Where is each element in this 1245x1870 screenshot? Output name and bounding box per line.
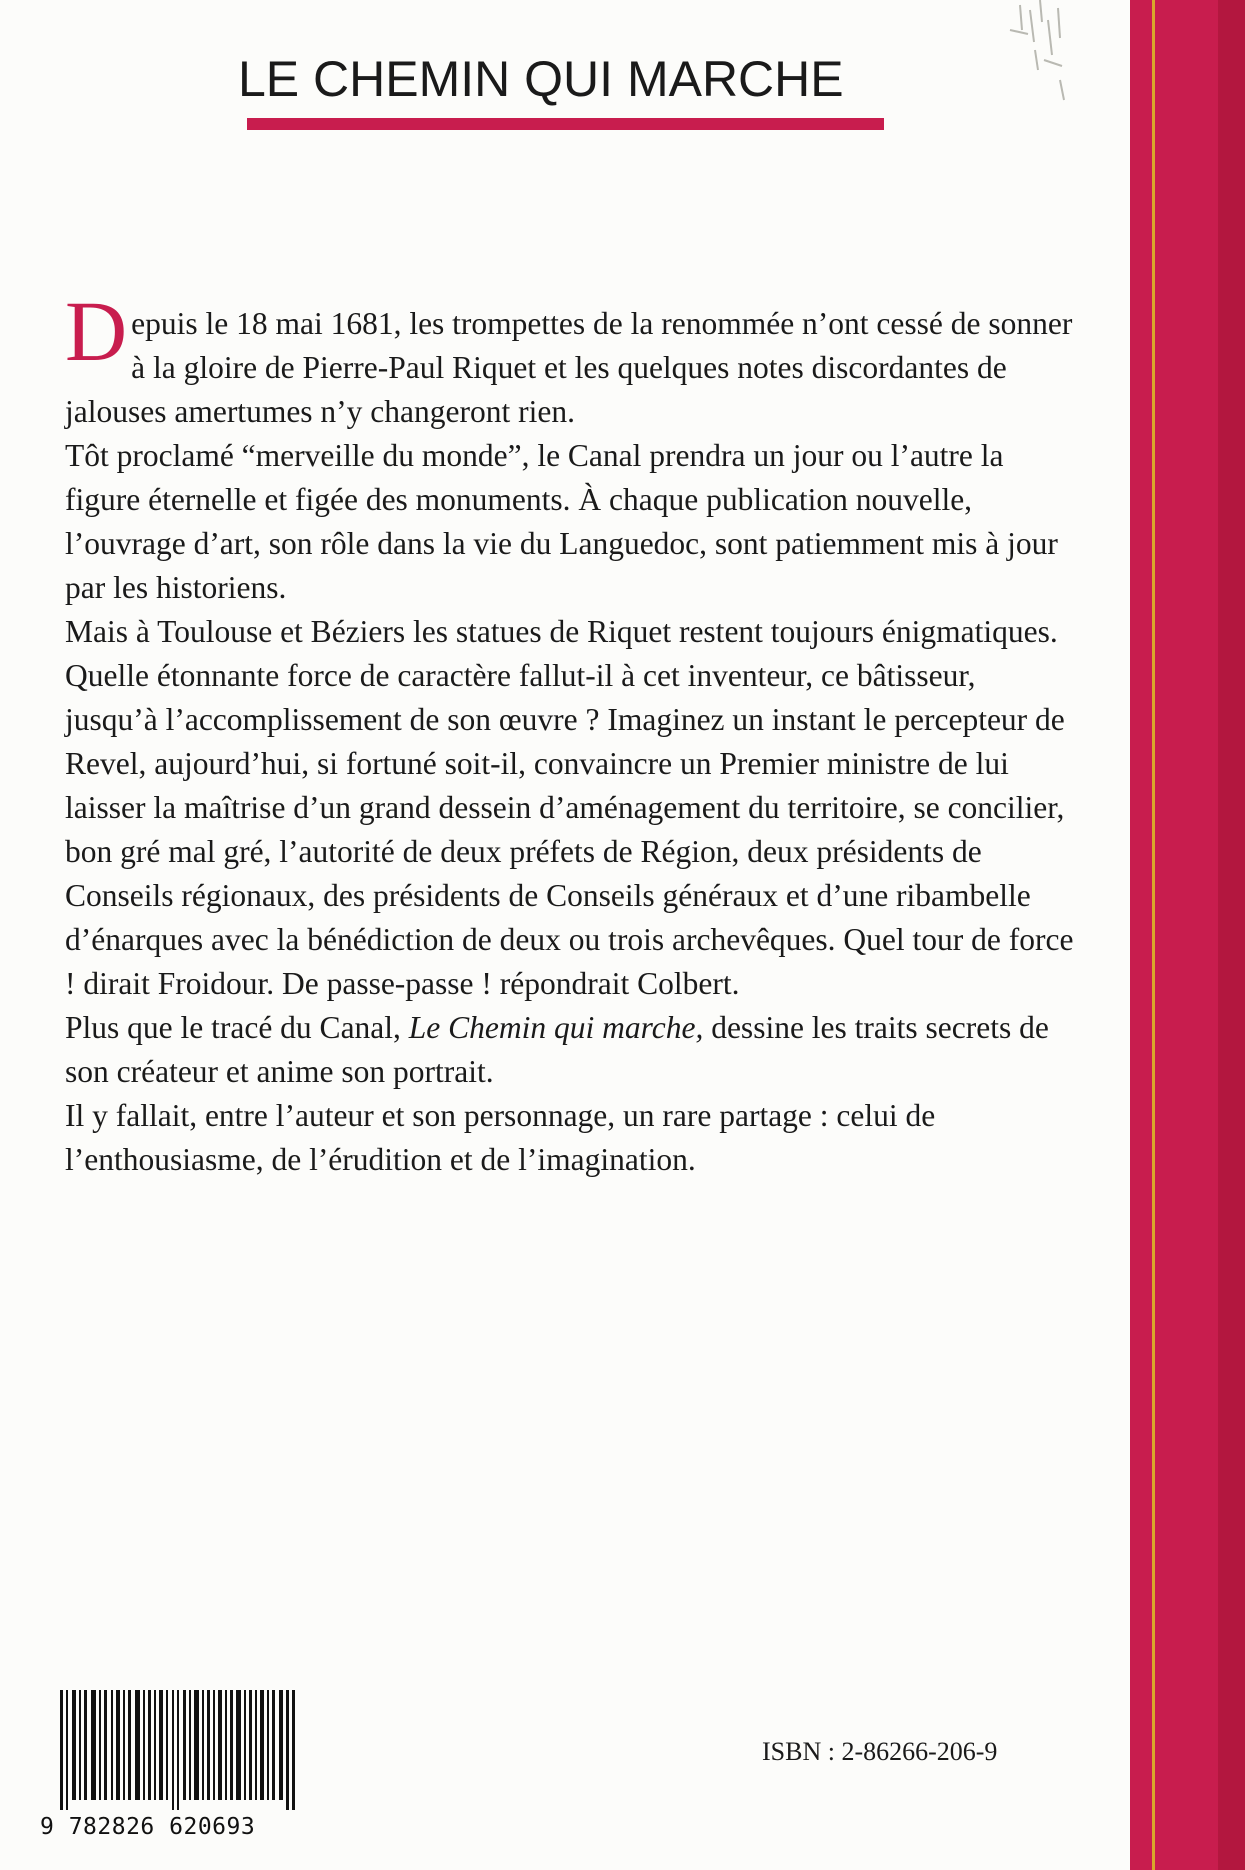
title-underline-bar [247, 118, 884, 130]
blurb-paragraph-4-start: Plus que le tracé du Canal, [65, 1010, 401, 1045]
drop-cap: D [65, 283, 128, 379]
blurb-paragraph-2: Tôt proclamé “merveille du monde”, le Canal prendra un jour ou l’autre la figure éternelle et figée des monuments. À chaque publication nouvelle, l’ouvrage d’art, son rôle dans la vie du Languedoc, sont patiemment mis à jour par les historiens. [65, 438, 1058, 605]
spine-gold-stripe [1152, 0, 1155, 1870]
blurb-paragraph-5: Il y fallait, entre l’auteur et son personnage, un rare partage : celui de l’enthousiasme, de l’érudition et de l’imagination. [65, 1098, 936, 1177]
book-title-italic: Le Chemin qui marche, [408, 1010, 704, 1045]
barcode-block [40, 1690, 302, 1850]
blurb-paragraph-4 [65, 1006, 1075, 1094]
blurb-paragraph-4-end: dessine les traits secrets de son créateur et anime son portrait. [65, 1010, 1049, 1089]
spine-edge-shade [1218, 0, 1245, 1870]
book-title: LE CHEMIN QUI MARCHE [238, 51, 844, 107]
isbn-label: ISBN : 2-86266-206-9 [762, 1737, 998, 1766]
cover-wear-marks [1000, 0, 1080, 110]
barcode-icon [58, 1690, 298, 1810]
blurb-text [65, 283, 1075, 1182]
blurb-paragraph-1-text: epuis le 18 mai 1681, les trompettes de la renommée n’ont cessé de sonner à la gloire de Pierre-Paul Riquet et les quelques notes discordantes de jalouses amertumes n’y changeront rien. [65, 306, 1073, 429]
barcode-number: 9 782826 620693 [40, 1814, 256, 1840]
blurb-paragraph-3: Mais à Toulouse et Béziers les statues de Riquet restent toujours énigmatiques. Quelle étonnante force de caractère fallut-il à cet inventeur, ce bâtisseur, jusqu’à l’accomplissement de son œuvre ? Imaginez un instant le percepteur de Revel, aujourd’hui, si fortuné soit-il, convaincre un Premier ministre de lui laisser la maîtrise d’un grand dessein d’aménagement du territoire, se concilier, bon gré mal gré, l’autorité de deux préfets de Région, deux présidents de Conseils régionaux, des présidents de Conseils généraux et d’une ribambelle d’énarques avec la bénédiction de deux ou trois archevêques. Quel tour de force ! dirait Froidour. De passe-passe ! répondrait Colbert. [65, 614, 1074, 1001]
blurb-paragraph-1 [65, 283, 1075, 434]
